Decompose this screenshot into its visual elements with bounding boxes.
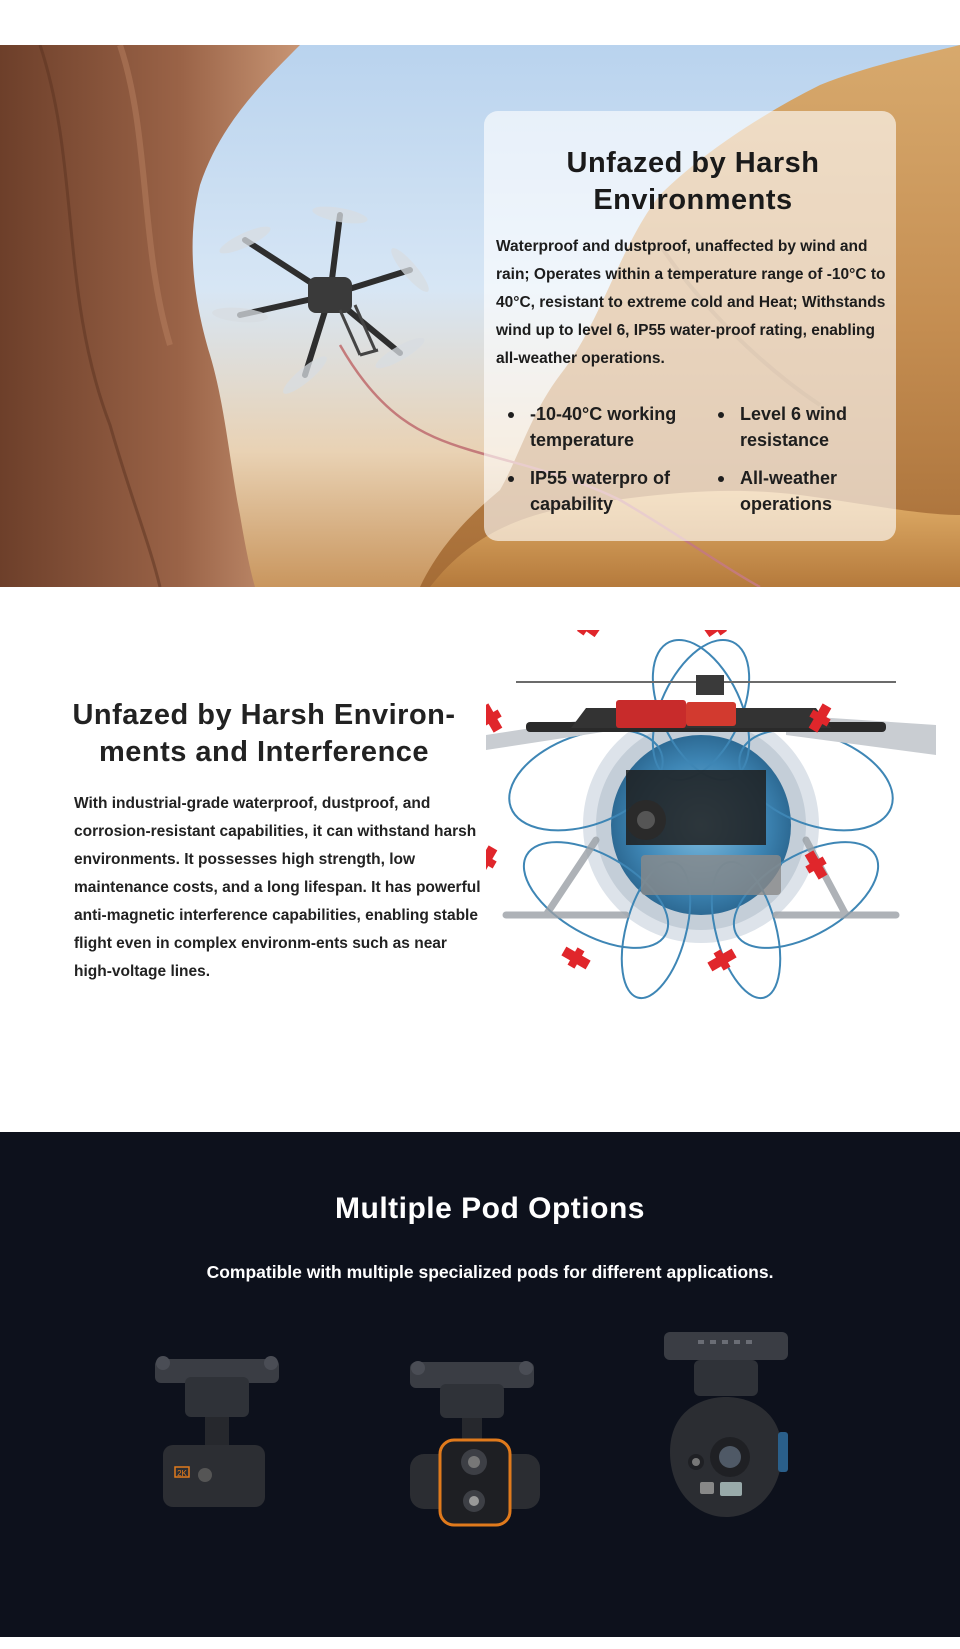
section1-title: Unfazed by Harsh Environments [566,147,820,216]
bullet-ip55: IP55 waterpro of capability [496,465,710,517]
section1-description: Waterproof and dustproof, unaffected by wind and rain; Operates within a temperature range of -10°C to 40°C, resistant to extreme cold and Heat; Withstands wind up to level 6, IP55 water-proof rating, enabling all-weather operations. [496,238,886,367]
bullet-temperature: -10-40°C working temperature [496,401,710,453]
pod-multi-sensor [660,1332,800,1527]
bullet-wind: Level 6 wind resistance [706,401,920,453]
bullet-dot-icon [718,412,724,418]
section3-title: Multiple Pod Options [335,1192,645,1225]
bullet-dot-icon [718,476,724,482]
pod-2k-badge: 2K [177,1469,187,1478]
pod-2k-camera [155,1347,285,1517]
bullet-all-weather: All-weather operations [706,465,920,517]
pod-options-section [0,1132,960,1637]
environment-info-card [484,111,896,541]
section2-description: With industrial-grade waterproof, dustproof, and corrosion-resistant capabilities, it can withstand harsh environments. It possesses high strength, low maintenance costs, and a long lifespan. It has powerful anti-magnetic interference capabilities, enabling stable flight even in complex environm-ents such as near high-voltage lines. [74,795,481,980]
bullet-dot-icon [508,412,514,418]
bullet-dot-icon [508,476,514,482]
section2-title: Unfazed by Harsh Environ-ments and Interference [72,699,456,768]
harsh-environment-hero [0,45,960,587]
anti-interference-drone-image [486,630,936,1030]
section3-subtitle: Compatible with multiple specialized pods for different applications. [206,1262,774,1282]
pod-dual-camera [410,1354,540,1529]
